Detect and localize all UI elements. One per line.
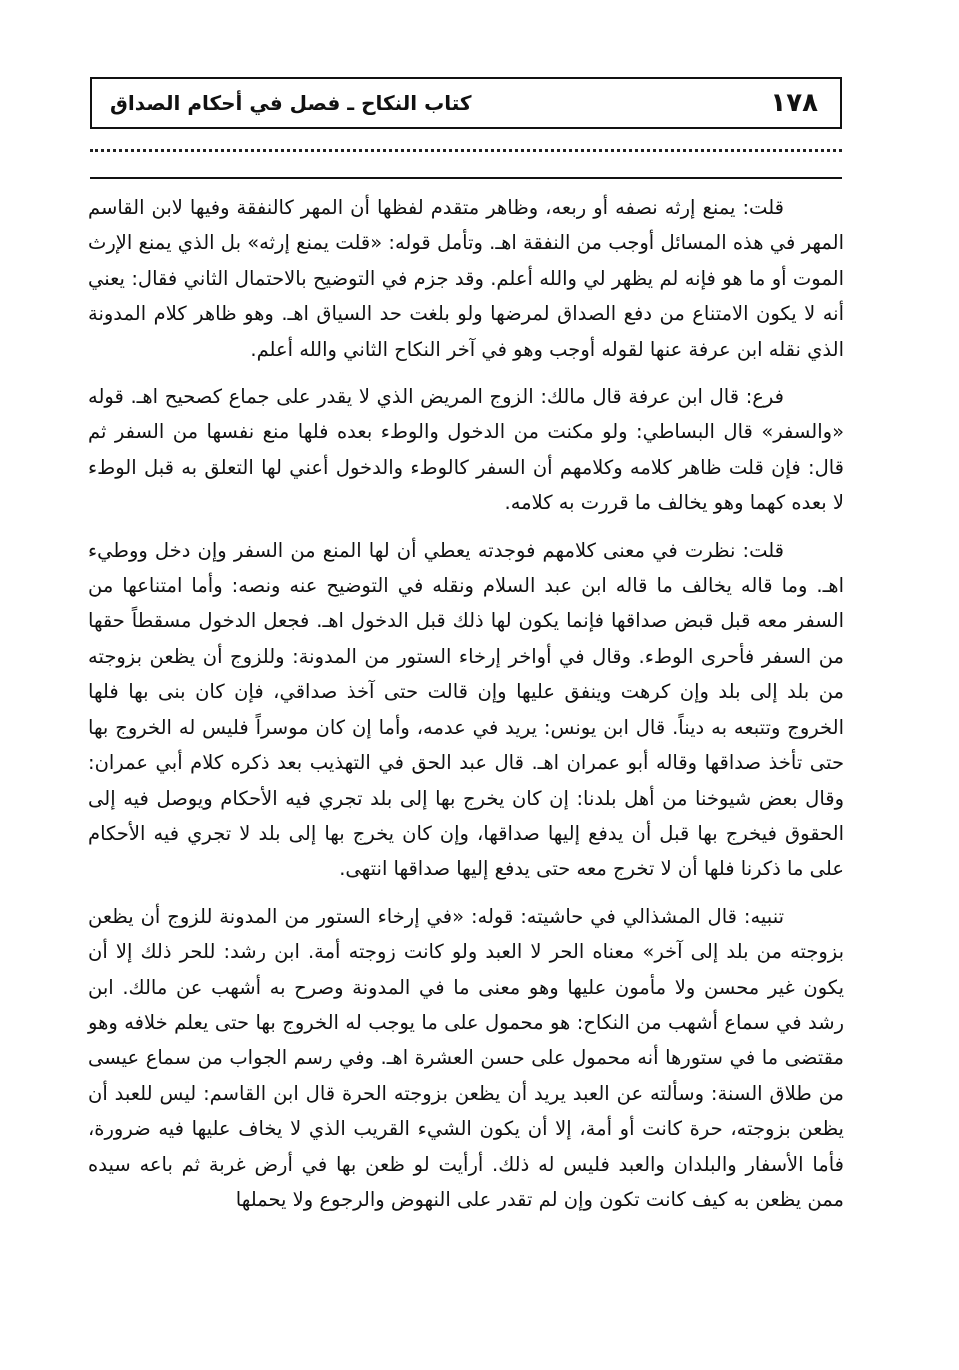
paragraph-1: قلت: يمنع إرثه نصفه أو ربعه، وظاهر متقدم لفظها أن المهر كالنفقة وفيها لابن القاسم المهر في هذه المسائل أوجب من النفقة اهـ. وتأمل قوله: «قلت يمنع إرثه» بل الذي يمنع الإرث الموت أو ما هو فإنه لم يظهر لي والله أعلم. وقد جزم في التوضيح بالاحتمال الثاني فقال: يعني أنه لا يكون الامتناع من دفع الصداق لمرضها ولو بلغت حد السياق اهـ. وهو ظاهر كلام المدونة الذي نقله ابن عرفة عنها لقوله أوجب وهو في آخر النكاح الثاني والله أعلم. <box>88 196 844 361</box>
running-title: كتاب النكاح ـ فصل في أحكام الصداق <box>110 91 472 115</box>
paragraph-4: تنبيه: قال المشذالي في حاشيته: قوله: «في إرخاء الستور من المدونة للزوج أن يظعن بزوجته من بلد إلى آخر» معناه الحر لا العبد ولو كانت زوجته أمة. ابن رشد: للحر ذلك إلا أن يكون غير محسن ولا مأمون عليها وهو معنى ما في المدونة وصرح به أشهب عن مالك. ابن رشد في سماع أشهب من النكاح: هو محمول على ما يوجب له الخروج بها حتى يعلم خلافه وهو مقتضى ما في ستورها أنه محمول على حسن العشرة اهـ. وفي رسم الجواب من سماع عيسى من طلاق السنة: وسألته عن العبد يريد أن يظعن بزوجته الحرة قال ابن القاسم: ليس للعبد أن يظعن بزوجته، حرة كانت أو أمة، إلا أن يكون الشيء القريب الذي لا يخاف عليها فيه ضرورة، فأما الأسفار والبلدان والعبد فليس له ذلك. أرأيت لو ظعن بها في أرض غربة ثم باعه سيده ممن يظعن به كيف كانت تكون وإن لم تقدر على النهوض والرجوع ولا يحملها <box>88 904 844 1211</box>
paragraph-3: قلت: نظرت في معنى كلامهم فوجدته يعطي أن لها المنع من السفر وإن دخل ووطيء اهـ. وما قاله يخالف ما قاله ابن عبد السلام ونقله في التوضيح عنه ونصه: وأما امتناعها من السفر معه قبل قبض صداقها فإنما يكون لها ذلك قبل الدخول اهـ. فجعل الدخول مسقطاً حقها من السفر فأحرى الوطء. وقال في أواخر إرخاء الستور من المدونة: وللزوج أن يظعن بزوجته من بلد إلى بلد وإن كرهت وينفق عليها وإن قالت حتى آخذ صداقي، فإن كان بنى بها فلها الخروج وتتبعه به ديناً. قال ابن يونس: يريد في عدمه، وأما إن كان موسراً فليس له الخروج بها حتى تأخذ صداقها وقاله أبو عمران اهـ. قال عبد الحق في التهذيب بعد ذكره كلام أبي عمران: وقال بعض شيوخنا من أهل بلدنا: إن كان يخرج بها إلى بلد تجري فيه الأحكام ويوصل فيه إلى الحقوق فيخرج بها قبل أن يدفع إليها صداقها، وإن كان يخرج بها إلى بلد لا تجري فيه الأحكام على ما ذكرنا فلها أن لا تخرج معه حتى يدفع إليها صداقها انتهى. <box>88 538 844 881</box>
page-number: ١٧٨ <box>770 88 818 118</box>
page-header <box>90 77 842 129</box>
paragraph-2: فرع: قال ابن عرفة قال مالك: الزوج المريض الذي لا يقدر على جماع كصحيح اهـ. قوله «والسفر» قال البساطي: ولو مكنت من الدخول والوطء بعده فلها منع نفسها من السفر ثم قال: فإن قلت ظاهر كلامه وكلامهم أن السفر كالوطء والدخول أعني لها التعلق به قبل الوطء لا بعده كهما وهو يخالف ما قررت به كلامه. <box>88 385 844 515</box>
horizontal-rule <box>90 177 842 179</box>
body-text <box>88 190 844 1217</box>
dotted-separator <box>90 140 842 152</box>
